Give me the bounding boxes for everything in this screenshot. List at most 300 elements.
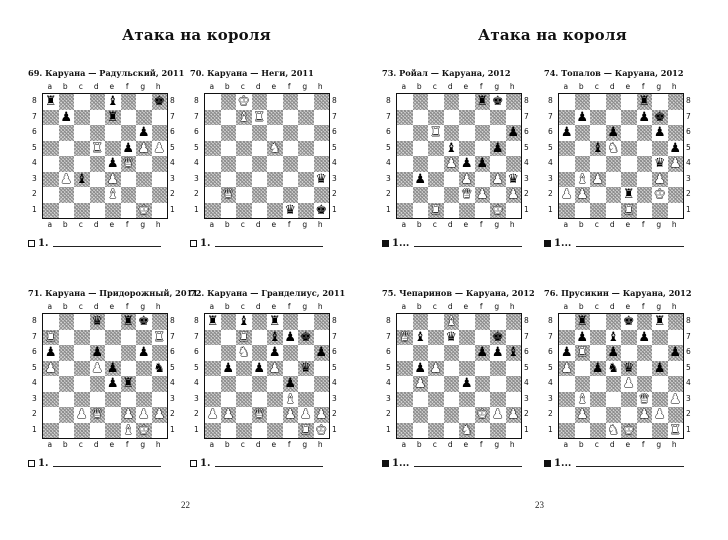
square-g3 [136,392,152,408]
square-h2 [506,187,522,203]
file-label: d [255,220,261,229]
black-rook-icon: ♜ [638,94,651,110]
square-f5 [637,141,653,157]
square-b1 [575,203,591,219]
file-label: g [656,302,662,311]
square-b2 [221,407,237,423]
answer-line[interactable] [215,465,323,467]
square-e3 [105,392,121,408]
black-rook-icon: ♜ [576,314,589,330]
square-a5 [559,141,575,157]
white-queen-icon: ♛ [398,329,411,345]
rank-label: 8 [548,316,553,325]
rank-label: 1 [524,204,529,214]
square-g4 [490,376,506,392]
square-b4 [413,156,429,172]
square-a4 [43,376,59,392]
rank-label: 5 [686,362,691,372]
file-labels-bottom [558,440,682,449]
square-b8 [413,94,429,110]
file-label: b [224,220,230,229]
square-b7 [221,110,237,126]
square-c1 [428,423,444,439]
black-pawn-icon: ♟ [607,345,620,361]
square-e7 [621,330,637,346]
square-g3 [298,172,314,188]
chess-board [42,313,168,439]
square-d3 [444,172,460,188]
white-to-move-icon [28,240,35,247]
black-pawn-icon: ♟ [576,109,589,125]
square-c8 [428,94,444,110]
square-e6 [621,125,637,141]
square-h7 [668,110,684,126]
rank-label: 3 [170,393,175,403]
rank-label: 7 [524,111,529,121]
black-king-icon: ♚ [153,94,166,110]
black-queen-icon: ♛ [299,360,312,376]
square-g7 [136,110,152,126]
white-pawn-icon: ♟ [560,187,573,203]
rank-label: 4 [170,378,175,387]
square-a5 [43,141,59,157]
square-g3 [298,392,314,408]
rank-label: 2 [548,409,553,418]
square-e8 [621,94,637,110]
answer-field[interactable] [28,458,161,469]
square-c4 [590,376,606,392]
answer-field[interactable] [544,458,684,469]
square-h3 [314,392,330,408]
file-label: b [578,220,584,229]
black-rook-icon: ♜ [106,109,119,125]
file-label: h [671,82,677,91]
rank-labels-right [332,313,337,437]
square-c7 [74,110,90,126]
black-pawn-icon: ♟ [491,345,504,361]
white-pawn-icon: ♟ [653,407,666,423]
square-d8 [252,94,268,110]
square-e3 [621,172,637,188]
square-h3 [152,392,168,408]
file-label: a [563,220,569,229]
rank-label: 1 [194,204,199,214]
rank-label: 3 [686,393,691,403]
white-to-move-icon [28,460,35,467]
rank-label: 5 [548,142,553,152]
square-e6 [267,125,283,141]
rank-label: 8 [686,96,691,105]
square-h2 [506,407,522,423]
square-d1 [444,423,460,439]
chess-board [204,313,330,439]
black-pawn-icon: ♟ [476,156,489,172]
square-d6 [90,345,106,361]
square-c4 [236,156,252,172]
rank-labels-right [524,313,529,437]
black-king-icon: ♚ [653,109,666,125]
square-d3 [606,392,622,408]
square-h5 [668,361,684,377]
square-f2 [475,407,491,423]
square-a6 [397,125,413,141]
square-c6 [236,345,252,361]
file-label: h [509,82,515,91]
file-label: f [641,220,645,229]
square-g6 [490,125,506,141]
square-h8 [314,94,330,110]
rank-label: 6 [386,347,391,356]
rank-label: 1 [386,204,391,214]
square-e1 [459,203,475,219]
square-e8 [267,94,283,110]
square-h2 [152,187,168,203]
square-e3 [267,172,283,188]
answer-line[interactable] [53,465,161,467]
white-pawn-icon: ♟ [315,407,328,423]
black-pawn-icon: ♟ [284,329,297,345]
square-e1 [105,423,121,439]
white-pawn-icon: ♟ [222,407,235,423]
square-c6 [590,345,606,361]
square-g4 [136,376,152,392]
white-pawn-icon: ♟ [576,407,589,423]
square-h6 [668,345,684,361]
file-label: b [416,302,422,311]
white-king-icon: ♚ [315,422,328,438]
white-pawn-icon: ♟ [122,407,135,423]
square-c1 [428,203,444,219]
square-f3 [475,392,491,408]
square-d8 [444,314,460,330]
file-label: h [155,220,161,229]
square-h7 [506,110,522,126]
square-e8 [105,94,121,110]
square-e2 [621,187,637,203]
square-e7 [621,110,637,126]
rank-label: 7 [194,111,199,121]
white-bishop-icon: ♝ [576,171,589,187]
answer-line[interactable] [576,465,684,467]
chess-board [42,93,168,219]
square-c7 [590,330,606,346]
file-label: b [578,440,584,449]
square-a5 [205,141,221,157]
file-label: d [447,302,453,311]
square-e2 [105,407,121,423]
square-g1 [298,423,314,439]
square-c6 [590,125,606,141]
file-label: f [479,440,483,449]
file-label: c [594,302,599,311]
answer-line[interactable] [215,245,323,247]
answer-line[interactable] [53,245,161,247]
square-d4 [90,156,106,172]
file-label: g [494,82,500,91]
square-f8 [283,314,299,330]
file-label: c [78,440,83,449]
black-king-icon: ♚ [315,202,328,218]
move-number: 1. [200,238,211,249]
square-d4 [444,376,460,392]
square-d1 [90,423,106,439]
square-g1 [652,423,668,439]
rank-label: 8 [548,96,553,105]
answer-field[interactable] [382,458,522,469]
black-queen-icon: ♛ [507,171,520,187]
black-pawn-icon: ♟ [137,125,150,141]
square-f5 [283,361,299,377]
square-a1 [43,203,59,219]
file-label: d [255,302,261,311]
file-label: a [209,302,215,311]
square-f3 [637,172,653,188]
file-label: b [578,302,584,311]
file-label: e [109,440,115,449]
file-label: c [432,302,437,311]
file-label: g [140,82,146,91]
square-b4 [575,376,591,392]
file-label: d [447,440,453,449]
square-a2 [397,407,413,423]
rank-label: 7 [170,111,175,121]
file-label: b [224,302,230,311]
square-c8 [236,94,252,110]
square-a5 [397,361,413,377]
black-pawn-icon: ♟ [44,345,57,361]
square-b6 [575,345,591,361]
black-bishop-icon: ♝ [607,329,620,345]
black-pawn-icon: ♟ [507,125,520,141]
black-to-move-icon [544,240,551,247]
rank-label: 6 [32,127,37,136]
square-a3 [205,172,221,188]
file-label: e [109,82,115,91]
square-f4 [637,156,653,172]
square-a6 [205,125,221,141]
square-h6 [152,125,168,141]
square-c8 [74,94,90,110]
rank-label: 3 [332,173,337,183]
square-a5 [43,361,59,377]
file-label: g [140,440,146,449]
rank-label: 2 [194,189,199,198]
file-labels-bottom [42,440,166,449]
square-a2 [205,407,221,423]
square-a7 [559,110,575,126]
diagram-70 [190,68,355,273]
square-g2 [652,407,668,423]
file-labels-top [558,82,682,91]
file-label: c [240,302,245,311]
page-title-left: Атака на короля [122,26,271,44]
file-label: h [155,82,161,91]
square-h2 [314,187,330,203]
file-label: c [240,440,245,449]
file-label: e [463,440,469,449]
square-f4 [283,376,299,392]
square-e5 [621,361,637,377]
answer-field[interactable] [28,238,161,249]
square-a1 [205,423,221,439]
square-h1 [506,203,522,219]
square-b1 [575,423,591,439]
rank-label: 1 [524,424,529,434]
rank-label: 1 [32,424,37,434]
rank-label: 6 [194,127,199,136]
white-pawn-icon: ♟ [206,407,219,423]
file-label: g [656,220,662,229]
square-h8 [668,314,684,330]
file-labels-top [42,302,166,311]
answer-field[interactable] [190,238,323,249]
square-g6 [136,125,152,141]
file-label: c [78,220,83,229]
square-d4 [90,376,106,392]
square-c7 [236,110,252,126]
square-c7 [428,330,444,346]
square-d7 [606,330,622,346]
square-b1 [59,203,75,219]
square-e5 [267,141,283,157]
square-f3 [283,392,299,408]
square-e1 [621,423,637,439]
square-b2 [59,187,75,203]
file-label: g [140,302,146,311]
chess-board [396,313,522,439]
file-labels-top [42,82,166,91]
white-knight-icon: ♞ [268,140,281,156]
white-knight-icon: ♞ [237,345,250,361]
square-b5 [575,141,591,157]
black-pawn-icon: ♟ [460,156,473,172]
white-queen-icon: ♛ [222,187,235,203]
black-bishop-icon: ♝ [414,329,427,345]
answer-line[interactable] [576,245,684,247]
square-e3 [459,172,475,188]
white-pawn-icon: ♟ [137,407,150,423]
file-label: e [271,220,277,229]
square-h6 [152,345,168,361]
page-number-right: 23 [535,500,544,510]
file-label: h [155,440,161,449]
file-label: h [509,440,515,449]
square-g4 [298,156,314,172]
white-rook-icon: ♜ [429,202,442,218]
square-a1 [205,203,221,219]
square-a7 [205,110,221,126]
answer-field[interactable] [382,238,522,249]
square-h4 [668,376,684,392]
square-g4 [298,376,314,392]
rank-label: 6 [386,127,391,136]
square-c2 [74,187,90,203]
square-d8 [606,314,622,330]
square-d1 [90,203,106,219]
rank-label: 7 [332,111,337,121]
square-d4 [606,156,622,172]
square-b6 [575,125,591,141]
white-pawn-icon: ♟ [106,171,119,187]
rank-labels-left [194,93,199,217]
square-e6 [621,345,637,361]
answer-field[interactable] [190,458,323,469]
square-c7 [428,110,444,126]
chess-board [558,313,684,439]
white-bishop-icon: ♝ [576,391,589,407]
square-g2 [652,187,668,203]
rank-label: 3 [332,393,337,403]
square-d7 [606,110,622,126]
rank-labels-left [32,313,37,437]
square-a8 [43,314,59,330]
square-g1 [652,203,668,219]
answer-line[interactable] [414,245,522,247]
rank-labels-left [548,93,553,217]
square-e2 [267,407,283,423]
black-rook-icon: ♜ [44,94,57,110]
square-e7 [105,110,121,126]
square-a3 [397,172,413,188]
square-e7 [267,330,283,346]
rank-label: 6 [170,347,175,356]
square-h8 [506,314,522,330]
black-pawn-icon: ♟ [137,345,150,361]
square-f5 [475,141,491,157]
square-e1 [621,203,637,219]
rank-label: 6 [548,127,553,136]
answer-line[interactable] [414,465,522,467]
square-d3 [252,392,268,408]
black-rook-icon: ♜ [476,94,489,110]
square-e1 [267,423,283,439]
square-a5 [559,361,575,377]
white-bishop-icon: ♝ [237,109,250,125]
square-g4 [136,156,152,172]
move-number: 1... [392,238,410,249]
black-rook-icon: ♜ [653,314,666,330]
white-pawn-icon: ♟ [299,407,312,423]
square-g5 [652,141,668,157]
square-f8 [121,314,137,330]
square-h6 [506,125,522,141]
white-bishop-icon: ♝ [106,187,119,203]
file-label: e [271,302,277,311]
file-label: h [317,220,323,229]
diagram-74 [544,68,709,273]
answer-field[interactable] [544,238,684,249]
square-d1 [252,203,268,219]
square-d2 [606,187,622,203]
square-d5 [90,141,106,157]
white-queen-icon: ♛ [253,407,266,423]
square-b2 [59,407,75,423]
rank-label: 1 [332,204,337,214]
square-f1 [637,203,653,219]
black-bishop-icon: ♝ [268,329,281,345]
square-c2 [428,187,444,203]
file-label: c [240,82,245,91]
black-pawn-icon: ♟ [591,360,604,376]
rank-labels-left [548,313,553,437]
square-b2 [575,187,591,203]
square-h3 [314,172,330,188]
square-a8 [559,314,575,330]
square-d2 [252,407,268,423]
square-h6 [314,345,330,361]
square-b6 [413,345,429,361]
white-pawn-icon: ♟ [44,360,57,376]
